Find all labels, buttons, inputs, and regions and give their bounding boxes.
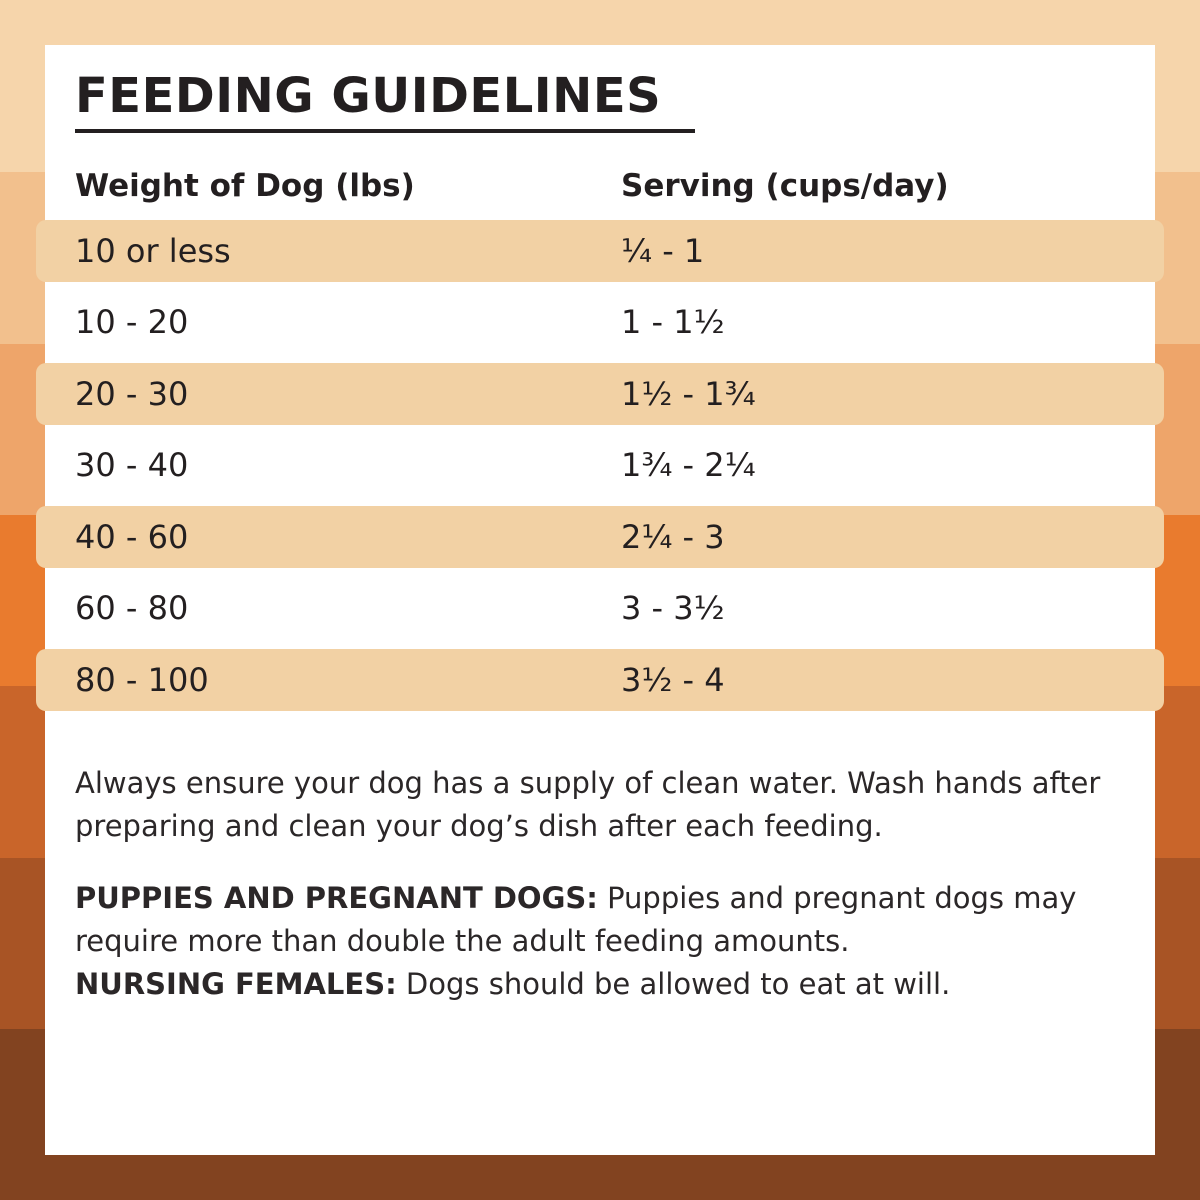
serving-cell: ¼ - 1	[621, 232, 705, 270]
weight-column-header: Weight of Dog (lbs)	[75, 168, 415, 204]
weight-cell: 10 or less	[75, 232, 231, 270]
table-row	[45, 434, 1155, 496]
table-row	[45, 577, 1155, 639]
serving-column-header: Serving (cups/day)	[621, 168, 949, 204]
puppies-pregnant-note	[75, 877, 1135, 963]
serving-cell: 1¾ - 2¼	[621, 446, 756, 484]
page-title: FEEDING GUIDELINES	[75, 68, 662, 124]
table-row	[36, 649, 1164, 711]
weight-cell: 80 - 100	[75, 661, 209, 699]
title-underline	[75, 129, 695, 133]
weight-cell: 10 - 20	[75, 303, 189, 341]
table-header	[45, 163, 1155, 209]
nursing-females-text: Dogs should be allowed to eat at will.	[396, 967, 951, 1001]
table-row	[36, 363, 1164, 425]
serving-cell: 3 - 3½	[621, 589, 725, 627]
special-feeding-notes	[75, 877, 1135, 1006]
weight-cell: 40 - 60	[75, 518, 189, 556]
serving-cell: 3½ - 4	[621, 661, 725, 699]
puppies-pregnant-text: Puppies and pregnant dogs may require more than double the adult feeding amounts.	[75, 881, 1077, 958]
table-row	[36, 506, 1164, 568]
water-hygiene-note: Always ensure your dog has a supply of clean water. Wash hands after preparing and clean your dog’s dish after each feeding.	[75, 766, 1101, 843]
serving-cell: 1½ - 1¾	[621, 375, 756, 413]
puppies-pregnant-label: PUPPIES AND PREGNANT DOGS:	[75, 881, 598, 915]
table-row	[36, 220, 1164, 282]
table-row	[45, 291, 1155, 353]
weight-cell: 30 - 40	[75, 446, 189, 484]
serving-cell: 1 - 1½	[621, 303, 725, 341]
weight-cell: 20 - 30	[75, 375, 189, 413]
nursing-females-note	[75, 963, 1135, 1006]
weight-cell: 60 - 80	[75, 589, 189, 627]
nursing-females-label: NURSING FEMALES:	[75, 967, 397, 1001]
feeding-guidelines-panel	[45, 45, 1155, 1155]
serving-cell: 2¼ - 3	[621, 518, 725, 556]
